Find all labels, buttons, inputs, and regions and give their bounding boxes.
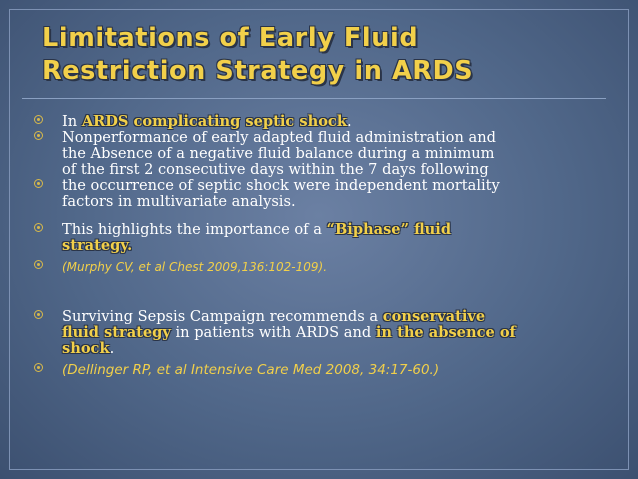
highlight-text: “Biphase” fluid [326,221,452,238]
highlight-text: conservative [382,308,486,325]
citation-text: (Murphy CV, et al Chest 2009,136:102-109). [62,260,328,274]
bullet-surviving-sepsis [34,309,600,357]
bullet-icon [34,260,43,269]
bullet-icon [34,223,43,232]
bullet-text: In [62,113,82,130]
bullet-occurrence [34,178,600,210]
bullet-icon [34,363,43,372]
highlight-text: fluid strategy [62,324,171,341]
bullet-text: the occurrence of septic shock were independent mortality [62,177,500,194]
title-line-1: Limitations of Early Fluid [42,23,419,53]
bullet-ards [34,114,600,130]
bullet-icon [34,115,43,124]
slide-title [42,22,602,88]
bullet-text: This highlights the importance of a [62,221,327,238]
bullet-text: of the first 2 consecutive days within the 7 days following [62,161,489,178]
bullet-biphase [34,222,600,254]
title-line-2: Restriction Strategy in ARDS [42,56,474,86]
citation-text: (Dellinger RP, et al Intensive Care Med 2008, 34:17-60.) [62,362,440,378]
highlight-text: in the absence of [375,324,516,341]
bullet-text: Nonperformance of early adapted fluid administration and [62,129,496,146]
bullet-icon [34,179,43,188]
bullet-citation-murphy [34,259,600,275]
bullet-nonperformance [34,130,600,178]
bullet-text: . [346,113,352,130]
bullet-icon [34,310,43,319]
bullet-citation-dellinger [34,362,600,378]
bullet-text: the Absence of a negative fluid balance during a minimum [62,145,495,162]
highlight-text: strategy. [62,237,133,254]
bullet-text: factors in multivariate analysis. [62,193,296,210]
highlight-text: shock [62,340,110,357]
bullet-text: . [109,340,115,357]
bullet-icon [34,131,43,140]
bullet-text: in patients with ARDS and [170,324,376,341]
slide-body [34,114,600,378]
highlight-text: ARDS complicating septic shock [81,113,347,130]
bullet-text: Surviving Sepsis Campaign recommends a [62,308,383,325]
title-divider [22,98,606,99]
